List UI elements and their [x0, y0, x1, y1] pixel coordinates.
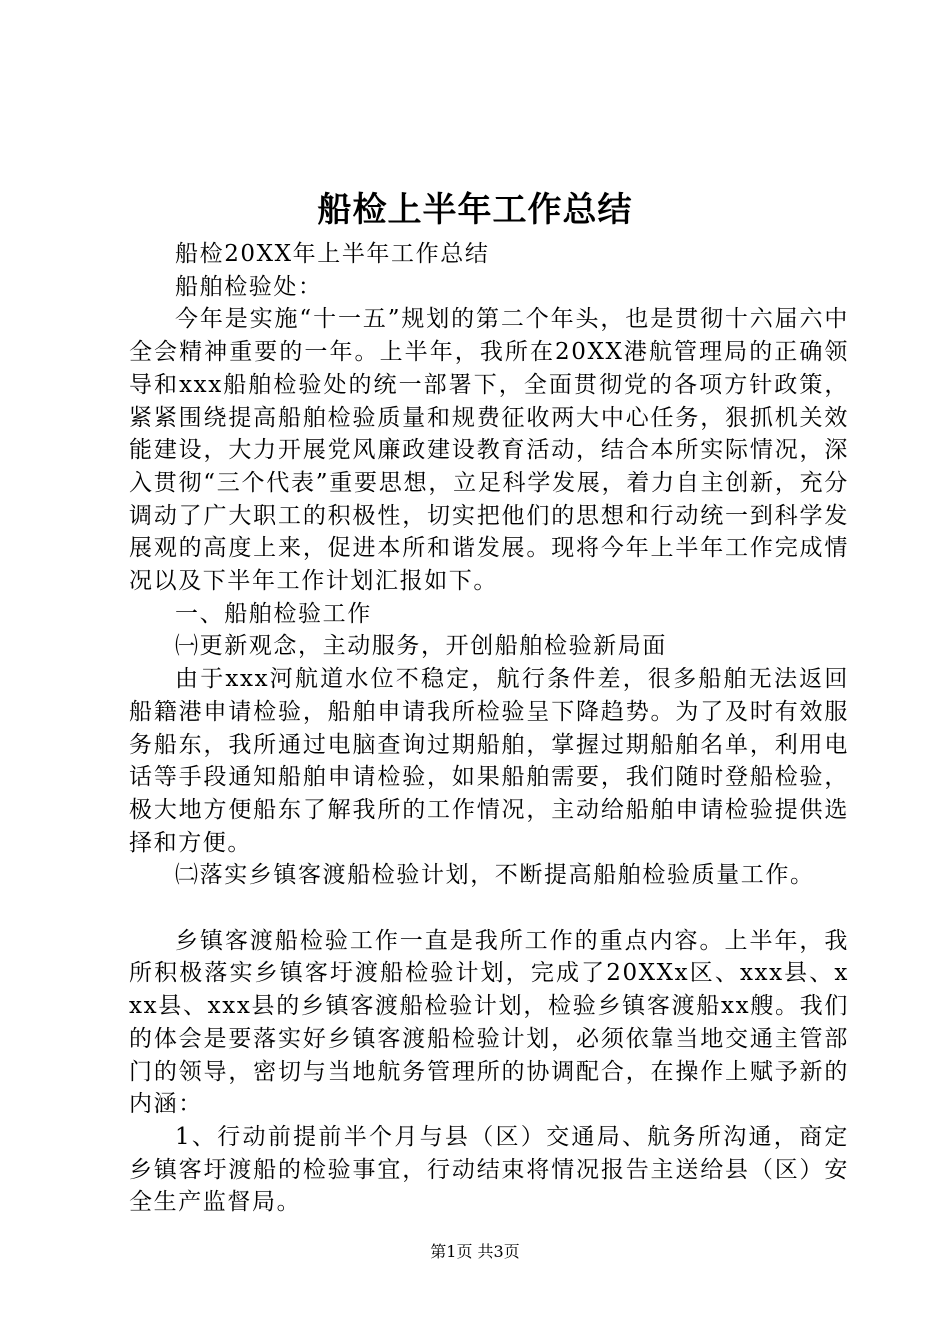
subsection-heading-2: ㈡落实乡镇客渡船检验计划，不断提高船舶检验质量工作。 [175, 862, 815, 889]
paragraph-spacer [129, 892, 849, 925]
paragraph-subtitle: 船检20XX年上半年工作总结 [175, 241, 490, 267]
paragraph-body: 由于xxx河航道水位不稳定，航行条件差，很多船舶无法返回船籍港申请检验，船舶申请我所检验呈下降趋势。为了及时有效服务船东，我所通过电脑查询过期船舶，掌握过期船舶名单，利用电话等手段通知船舶申请检验，如果船舶需要，我们随时登船检验，极大地方便船东了解我所的工作情况，主动给船舶申请检验提供选择和方便。 [129, 666, 849, 856]
list-item: 1、行动前提前半个月与县（区）交通局、航务所沟通，商定乡镇客圩渡船的检验事宜，行动结束将情况报告主送给县（区）安全生产监督局。 [129, 1123, 849, 1216]
document-title: 船检上半年工作总结 [317, 190, 633, 230]
paragraph-body: 乡镇客渡船检验工作一直是我所工作的重点内容。上半年，我所积极落实乡镇客圩渡船检验计划，完成了20XXx区、xxx县、xxx县、xxx县的乡镇客渡船检验计划，检验乡镇客渡船xx艘。我们的体会是要落实好乡镇客渡船检验计划，必须依靠当地交通主管部门的领导，密切与当地航务管理所的协调配合，在操作上赋予新的内涵： [129, 927, 849, 1118]
page-footer: 第1页 共3页 [430, 1242, 520, 1261]
document-body [129, 238, 849, 1219]
paragraph-addressee: 船舶检验处： [175, 273, 323, 300]
section-heading: 一、船舶检验工作 [175, 600, 372, 627]
subsection-heading-1: ㈠更新观念，主动服务，开创船舶检验新局面 [175, 633, 667, 660]
paragraph-intro: 今年是实施“十一五”规划的第二个年头，也是贯彻十六届六中全会精神重要的一年。上半年，我所在20XX港航管理局的正确领导和xxx船舶检验处的统一部署下，全面贯彻党的各项方针政策，紧紧围绕提高船舶检验质量和规费征收两大中心任务，狠抓机关效能建设，大力开展党风廉政建设教育活动，结合本所实际情况，深入贯彻“三个代表”重要思想，立足科学发展，着力自主创新，充分调动了广大职工的积极性，切实把他们的思想和行动统一到科学发展观的高度上来，促进本所和谐发展。现将今年上半年工作完成情况以及下半年工作计划汇报如下。 [129, 306, 849, 595]
